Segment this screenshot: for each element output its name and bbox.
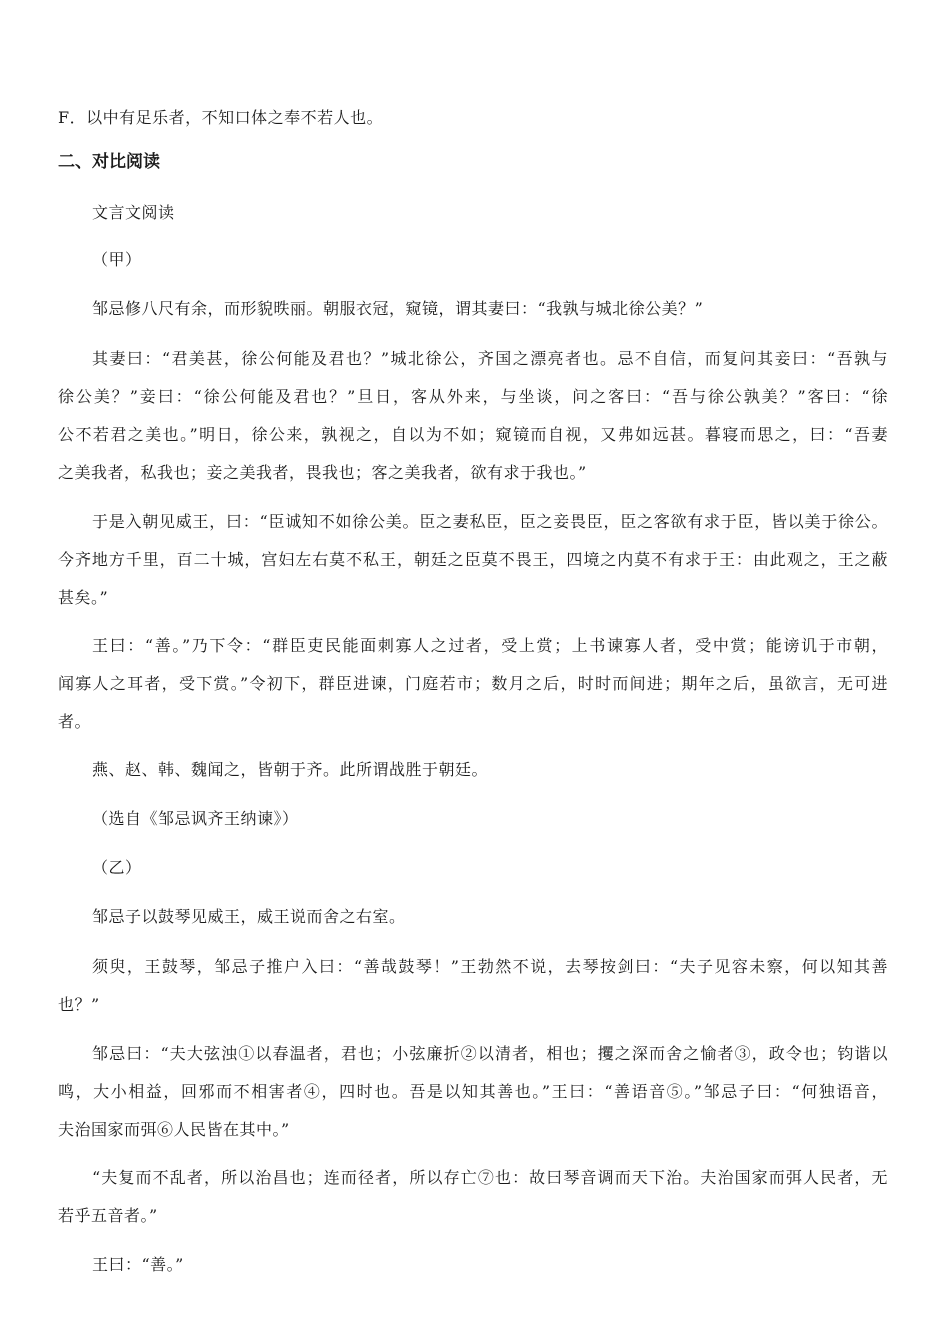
- yi-p5-line-1: 王曰：“善。”: [92, 1255, 184, 1274]
- jia-p2-line-1: 其妻曰：“君美甚，徐公何能及君也？”城北徐公，齐国之漂亮者也。忌不自信，而复问其妾曰：“吾孰与: [92, 349, 888, 368]
- jia-p1-line-1: 邹忌修八尺有余，而形貌昳丽。朝服衣冠，窥镜，谓其妻曰：“我孰与城北徐公美？”: [92, 299, 704, 318]
- yi-p2-line-1: 须臾，王鼓琴，邹忌子推户入曰：“善哉鼓琴！”王勃然不说，去琴按剑曰：“夫子见容未察，何以知其善: [92, 957, 888, 976]
- option-f: F．以中有足乐者，不知口体之奉不若人也。: [58, 108, 384, 127]
- jia-p3-line-2: 今齐地方千里，百二十城，宫妇左右莫不私王，朝廷之臣莫不畏王，四境之内莫不有求于王：由此观之，王之蔽: [58, 550, 888, 569]
- yi-label: （乙）: [92, 858, 142, 877]
- yi-p2-line-2: 也？”: [58, 995, 100, 1014]
- jia-p2-line-2: 徐公美？”妾曰：“徐公何能及君也？”旦日，客从外来，与坐谈，问之客曰：“吾与徐公孰美？”客曰：“徐: [58, 387, 888, 406]
- section-title: 二、对比阅读: [58, 152, 160, 172]
- jia-p2-line-4: 之美我者，私我也；妾之美我者，畏我也；客之美我者，欲有求于我也。”: [58, 463, 587, 482]
- jia-p4-line-3: 者。: [58, 712, 92, 731]
- yi-p4-line-2: 若乎五音者。”: [58, 1206, 158, 1225]
- jia-label: （甲）: [92, 250, 142, 269]
- jia-p5-line-1: 燕、赵、韩、魏闻之，皆朝于齐。此所谓战胜于朝廷。: [92, 760, 489, 779]
- yi-p3-line-3: 夫治国家而弭⑥人民皆在其中。”: [58, 1120, 290, 1139]
- jia-source: （选自《邹忌讽齐王纳谏》）: [92, 809, 299, 828]
- jia-p2-line-3: 公不若君之美也。”明日，徐公来，孰视之，自以为不如；窥镜而自视，又弗如远甚。暮寝而思之，曰：“吾妻: [58, 425, 888, 444]
- jia-p4-line-2: 闻寡人之耳者，受下赏。”令初下，群臣进谏，门庭若市；数月之后，时时而间进；期年之后，虽欲言，无可进: [58, 674, 888, 693]
- yi-p3-line-1: 邹忌曰：“夫大弦浊①以春温者，君也；小弦廉折②以清者，相也；攫之深而舍之愉者③，政令也；钧谐以: [92, 1044, 888, 1063]
- yi-p3-line-2: 鸣，大小相益，回邪而不相害者④，四时也。吾是以知其善也。”王曰：“善语音⑤。”邹忌子曰：“何独语音，: [58, 1082, 888, 1101]
- subsection-title: 文言文阅读: [92, 203, 175, 222]
- jia-p4-line-1: 王曰：“善。”乃下令：“群臣吏民能面刺寡人之过者，受上赏；上书谏寡人者，受中赏；能谤讥于市朝，: [92, 636, 888, 655]
- yi-p1-line-1: 邹忌子以鼓琴见威王，威王说而舍之右室。: [92, 907, 406, 926]
- yi-p4-line-1: “夫复而不乱者，所以治昌也；连而径者，所以存亡⑦也：故曰琴音调而天下治。夫治国家而弭人民者，无: [92, 1168, 888, 1187]
- jia-p3-line-1: 于是入朝见威王，曰：“臣诚知不如徐公美。臣之妻私臣，臣之妾畏臣，臣之客欲有求于臣，皆以美于徐公。: [92, 512, 888, 531]
- jia-p3-line-3: 甚矣。”: [58, 588, 109, 607]
